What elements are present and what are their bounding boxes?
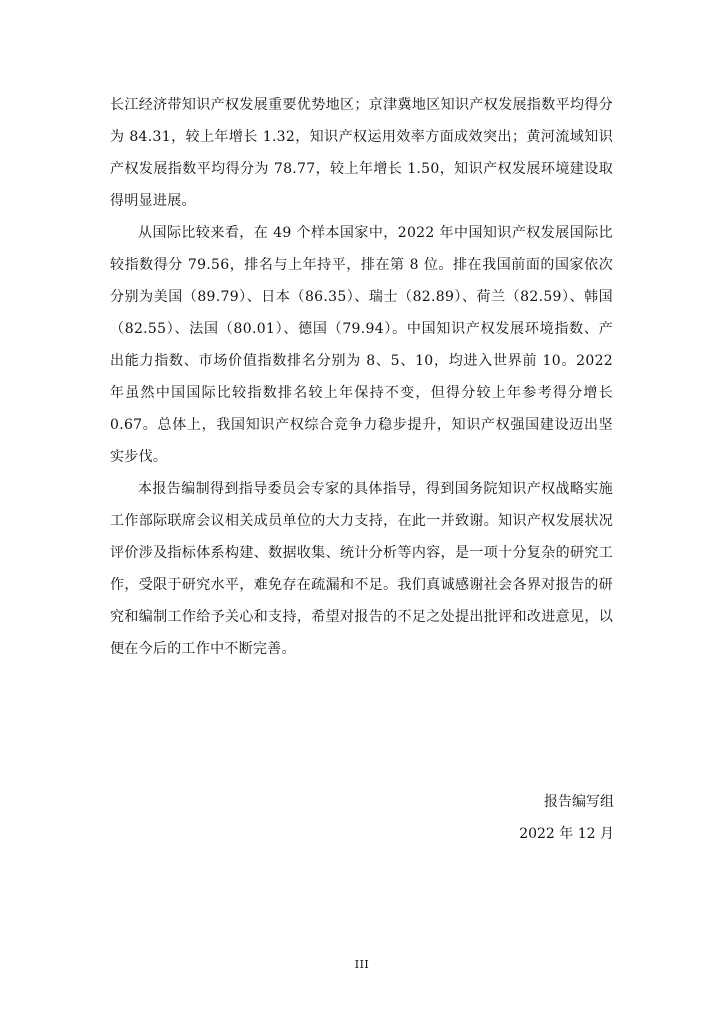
signature-author: 报告编写组: [544, 794, 614, 810]
paragraph-international-comparison: 从国际比较来看，在 49 个样本国家中，2022 年中国知识产权发展国际比较指数得分 79.56，排名与上年持平，排在第 8 位。排在我国前面的国家依次分别为美国（89.79）、日本（86.35）、瑞士（82.89）、荷兰（82.59）、韩国（82.55）、法国（80.01）、德国（79.94）。中国知识产权发展环境指数、产出能力指数、市场价值指数排名分别为 8、5、10，均进入世界前 10。2022 年虽然中国国际比较指数排名较上年保持不变，但得分较上年参考得分增长 0.67。总体上，我国知识产权综合竞争力稳步提升，知识产权强国建设迈出坚实步伐。: [110, 225, 613, 465]
signature-block: [519, 786, 614, 850]
paragraph-acknowledgement: 本报告编制得到指导委员会专家的具体指导，得到国务院知识产权战略实施工作部际联席会议相关成员单位的大力支持，在此一并致谢。知识产权发展状况评价涉及指标体系构建、数据收集、统计分析等内容，是一项十分复杂的研究工作，受限于研究水平，难免存在疏漏和不足。我们真诚感谢社会各界对报告的研究和编制工作给予关心和支持，希望对报告的不足之处提出批评和改进意见，以便在今后的工作中不断完善。: [110, 481, 613, 657]
body-text: [110, 89, 613, 665]
signature-date: 2022 年 12 月: [519, 826, 614, 842]
paragraph-continuation: 长江经济带知识产权发展重要优势地区；京津冀地区知识产权发展指数平均得分为 84.31，较上年增长 1.32，知识产权运用效率方面成效突出；黄河流域知识产权发展指数平均得分为 78.77，较上年增长 1.50，知识产权发展环境建设取得明显进展。: [110, 97, 613, 209]
page-number: III: [354, 958, 370, 971]
